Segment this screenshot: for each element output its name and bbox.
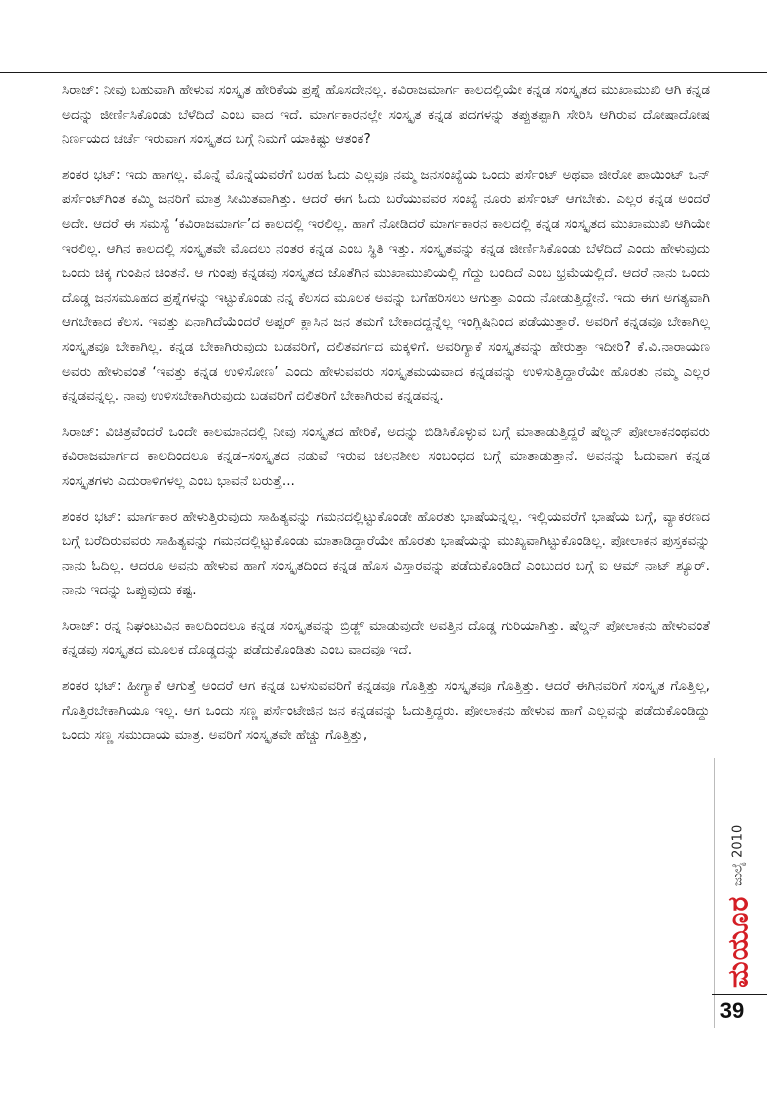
paragraph-question-2: ಸಿರಾಜ್: ವಿಚಿತ್ರವೆಂದರೆ ಒಂದೇ ಕಾಲಮಾನದಲ್ಲಿ ನೀವು ಸಂಸ್ಕೃತದ ಹೇರಿಕೆ, ಅದನ್ನು ಬಿಡಿಸಿಕೊಳ್ಳುವ ಬಗ್ಗೆ ಮಾತಾಡುತ್ತಿದ್ದರೆ ಷೆಲ್ಡನ್ ಪೋಲಾಕನಂಥವರು ಕವಿರಾಜಮಾರ್ಗದ ಕಾಲದಿಂದಲೂ ಕನ್ನಡ–ಸಂಸ್ಕೃತದ ನಡುವೆ ಇರುವ ಚಲನಶೀಲ ಸಂಬಂಧದ ಬಗ್ಗೆ ಮಾತಾಡುತ್ತಾನೆ. ಅವನನ್ನು ಓದುವಾಗ ಕನ್ನಡ ಸಂಸ್ಕೃತಗಳು ಎದುರಾಳಿಗಳಲ್ಲ ಎಂಬ ಭಾವನೆ ಬರುತ್ತೆ... [62,423,710,489]
paragraph-answer-3: ಶಂಕರ ಭಟ್: ಹೀಗ್ಯಾಕೆ ಆಗುತ್ತೆ ಅಂದರೆ ಆಗ ಕನ್ನಡ ಬಳಸುವವರಿಗೆ ಕನ್ನಡವೂ ಗೊತ್ತಿತ್ತು ಸಂಸ್ಕೃತವೂ ಗೊತ್ತಿತ್ತು. ಆದರೆ ಈಗಿನವರಿಗೆ ಸಂಸ್ಕೃತ ಗೊತ್ತಿಲ್ಲ, ಗೊತ್ತಿರಬೇಕಾಗಿಯೂ ಇಲ್ಲ. ಆಗ ಒಂದು ಸಣ್ಣ ಪರ್ಸೆಂಟೇಜಿನ ಜನ ಕನ್ನಡವನ್ನು ಓದುತ್ತಿದ್ದರು. ಪೋಲಾಕನು ಹೇಳುವ ಹಾಗೆ ಎಲ್ಲವನ್ನು ಪಡೆದುಕೊಂಡಿದ್ದು ಒಂದು ಸಣ್ಣ ಸಮುದಾಯ ಮಾತ್ರ. ಅವರಿಗೆ ಸಂಸ್ಕೃತವೇ ಹೆಚ್ಚು ಗೊತ್ತಿತ್ತು, [62,678,710,744]
paragraph-question-3: ಸಿರಾಜ್: ರನ್ನ ನಿಘಂಟುವಿನ ಕಾಲದಿಂದಲೂ ಕನ್ನಡ ಸಂಸ್ಕೃತವನ್ನು ಬ್ರಿಡ್ಜ್ ಮಾಡುವುದೇ ಅವತ್ತಿನ ದೊಡ್ಡ ಗುರಿಯಾಗಿತ್ತು. ಷೆಲ್ಡನ್ ಪೋಲಾಕನು ಹೇಳುವಂತೆ ಕನ್ನಡವು ಸಂಸ್ಕೃತದ ಮೂಲಕ ದೊಡ್ಡದನ್ನು ಪಡೆದುಕೊಂಡಿತು ಎಂಬ ವಾದವೂ ಇದೆ. [62,617,710,659]
header-rule [0,72,767,73]
page-number: 39 [719,998,745,1023]
paragraph-answer-2: ಶಂಕರ ಭಟ್: ಮಾರ್ಗಕಾರ ಹೇಳುತ್ತಿರುವುದು ಸಾಹಿತ್ಯವನ್ನು ಗಮನದಲ್ಲಿಟ್ಟುಕೊಂಡೇ ಹೊರತು ಭಾಷೆಯನ್ನಲ್ಲ. ಇಲ್ಲಿಯವರೆಗೆ ಭಾಷೆಯ ಬಗ್ಗೆ, ವ್ಯಾಕರಣದ ಬಗ್ಗೆ ಬರೆದಿರುವವರು ಸಾಹಿತ್ಯವನ್ನು ಗಮನದಲ್ಲಿಟ್ಟುಕೊಂಡು ಮಾತಾಡಿದ್ದಾರೆಯೇ ಹೊರತು ಭಾಷೆಯನ್ನು ಮುಖ್ಯವಾಗಿಟ್ಟುಕೊಂಡಿಲ್ಲ. ಪೋಲಾಕನ ಪುಸ್ತಕವನ್ನು ನಾನು ಓದಿಲ್ಲ. ಆದರೂ ಅವನು ಹೇಳುವ ಹಾಗೆ ಸಂಸ್ಕೃತದಿಂದ ಕನ್ನಡ ಹೊಸ ವಿಸ್ತಾರವನ್ನು ಪಡೆದುಕೊಂಡಿದೆ ಎಂಬುದರ ಬಗ್ಗೆ ಐ ಆಮ್ ನಾಟ್ ಶ್ಯೂರ್. ನಾನು ಇದನ್ನು ಒಪ್ಪುವುದು ಕಷ್ಟ. [62,508,710,599]
paragraph-question-1: ಸಿರಾಜ್: ನೀವು ಬಹುವಾಗಿ ಹೇಳುವ ಸಂಸ್ಕೃತ ಹೇರಿಕೆಯ ಪ್ರಶ್ನೆ ಹೊಸದೇನಲ್ಲ. ಕವಿರಾಜಮಾರ್ಗ ಕಾಲದಲ್ಲಿಯೇ ಕನ್ನಡ ಸಂಸ್ಕೃತದ ಮುಖಾಮುಖಿ ಆಗಿ ಕನ್ನಡ ಅದನ್ನು ಜೀರ್ಣಿಸಿಕೊಂಡು ಬೆಳೆದಿದೆ ಎಂಬ ವಾದ ಇದೆ. ಮಾರ್ಗಕಾರನಲ್ಲೇ ಸಂಸ್ಕೃತ ಕನ್ನಡ ಪದಗಳನ್ನು ತಪ್ಪುತಪ್ಪಾಗಿ ಸೇರಿಸಿ ಆಗಿರುವ ದೋಷಾದೋಷ ನಿರ್ಣಯದ ಚರ್ಚೆ ಇರುವಾಗ ಸಂಸ್ಕೃತದ ಬಗ್ಗೆ ನಿಮಗೆ ಯಾಕಿಷ್ಟು ಆತಂಕ? [62,82,710,148]
article-body [62,78,710,759]
page-number-rule [712,994,767,995]
issue-date: ಜುಲೈ 2010 [730,824,746,886]
magazine-masthead [718,770,758,988]
paragraph-answer-1: ಶಂಕರ ಭಟ್: ಇದು ಹಾಗಲ್ಲ. ಮೊನ್ನೆ ಮೊನ್ನೆಯವರೆಗೆ ಬರಹ ಓದು ಎಲ್ಲವೂ ನಮ್ಮ ಜನಸಂಖ್ಯೆಯ ಒಂದು ಪರ್ಸೆಂಟ್ ಅಥವಾ ಜೀರೋ ಪಾಯಿಂಟ್ ಒನ್ ಪರ್ಸೆಂಟ್‌ಗಿಂತ ಕಮ್ಮಿ ಜನರಿಗೆ ಮಾತ್ರ ಸೀಮಿತವಾಗಿತ್ತು. ಆದರೆ ಈಗ ಓದು ಬರೆಯುವವರ ಸಂಖ್ಯೆ ನೂರು ಪರ್ಸೆಂಟ್ ಆಗಬೇಕು. ಎಲ್ಲರ ಕನ್ನಡ ಅಂದರೆ ಅದೇ. ಆದರೆ ಈ ಸಮಸ್ಯೆ ‘ಕವಿರಾಜಮಾರ್ಗ’ದ ಕಾಲದಲ್ಲಿ ಇರಲಿಲ್ಲ. ಹಾಗೆ ನೋಡಿದರೆ ಮಾರ್ಗಕಾರನ ಕಾಲದಲ್ಲಿ ಕನ್ನಡ ಸಂಸ್ಕೃತದ ಮುಖಾಮುಖಿ ಆಗಿಯೇ ಇರಲಿಲ್ಲ. ಆಗಿನ ಕಾಲದಲ್ಲಿ ಸಂಸ್ಕೃತವೇ ಮೊದಲು ನಂತರ ಕನ್ನಡ ಎಂಬ ಸ್ಥಿತಿ ಇತ್ತು. ಸಂಸ್ಕೃತವನ್ನು ಕನ್ನಡ ಜೀರ್ಣಿಸಿಕೊಂಡು ಬೆಳೆದಿದೆ ಎಂದು ಹೇಳುವುದು ಒಂದು ಚಿಕ್ಕ ಗುಂಪಿನ ಚಿಂತನೆ. ಆ ಗುಂಪು ಕನ್ನಡವು ಸಂಸ್ಕೃತದ ಜೊತೆಗಿನ ಮುಖಾಮುಖಿಯಲ್ಲಿ ಗೆದ್ದು ಬಂದಿದೆ ಎಂಬ ಭ್ರಮೆಯಲ್ಲಿದೆ. ಆದರೆ ನಾನು ಒಂದು ದೊಡ್ಡ ಜನಸಮೂಹದ ಪ್ರಶ್ನೆಗಳನ್ನು ಇಟ್ಟುಕೊಂಡು ನನ್ನ ಕೆಲಸದ ಮೂಲಕ ಅವನ್ನು ಬಗೆಹರಿಸಲು ಆಗುತ್ತಾ ಎಂದು ನೋಡುತ್ತಿದ್ದೇನೆ. ಇದು ಈಗ ಅಗತ್ಯವಾಗಿ ಆಗಬೇಕಾದ ಕೆಲಸ. ಇವತ್ತು ಏನಾಗಿದೆಯೆಂದರೆ ಅಪ್ಪರ್ ಕ್ಲಾಸಿನ ಜನ ತಮಗೆ ಬೇಕಾದದ್ದನ್ನೆಲ್ಲ ಇಂಗ್ಲಿಷಿನಿಂದ ಪಡೆಯುತ್ತಾರೆ. ಅವರಿಗೆ ಕನ್ನಡವೂ ಬೇಕಾಗಿಲ್ಲ ಸಂಸ್ಕೃತವೂ ಬೇಕಾಗಿಲ್ಲ. ಕನ್ನಡ ಬೇಕಾಗಿರುವುದು ಬಡವರಿಗೆ, ದಲಿತವರ್ಗದ ಮಕ್ಕಳಿಗೆ. ಅವರಿಗ್ಯಾಕೆ ಸಂಸ್ಕೃತವನ್ನು ಹೇರುತ್ತಾ ಇದೀರಿ? ಕೆ.ವಿ.ನಾರಾಯಣ ಅವರು ಹೇಳುವಂತೆ ‘ಇವತ್ತು ಕನ್ನಡ ಉಳಿಸೋಣ’ ಎಂದು ಹೇಳುವವರು ಸಂಸ್ಕೃತಮಯವಾದ ಕನ್ನಡವನ್ನು ಉಳಿಸುತ್ತಿದ್ದಾರೆಯೇ ಹೊರತು ನಮ್ಮ ಎಲ್ಲರ ಕನ್ನಡವನ್ನಲ್ಲ. ನಾವು ಉಳಿಸಬೇಕಾಗಿರುವುದು ಬಡವರಿಗೆ ದಲಿತರಿಗೆ ಬೇಕಾಗಿರುವ ಕನ್ನಡವನ್ನ. [62,166,710,405]
magazine-logo: ಮಯೂರ [721,895,755,988]
margin-divider [714,758,715,1028]
